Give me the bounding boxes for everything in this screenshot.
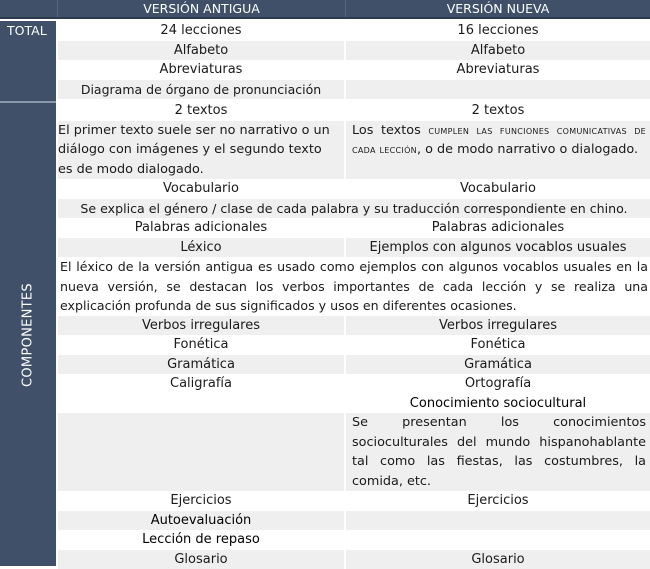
table-row <box>58 218 650 238</box>
cell-new <box>346 121 650 180</box>
table-row <box>58 199 650 219</box>
cell-merged: El léxico de la versión antigua es usado como ejemplos con algunos vocablos usuales en la nueva versión, se destacan los verbos importantes de cada lección y se realiza una explicación profunda de sus significados y usos en diferentes ocasiones. <box>58 257 650 316</box>
cell-old: Palabras adicionales <box>58 218 346 238</box>
table-row <box>58 121 650 180</box>
cell-old: Abreviaturas <box>58 60 346 80</box>
cell-new: Conocimiento sociocultural <box>346 394 650 414</box>
cell-new: Ejercicios <box>346 491 650 511</box>
cell-old: Fonética <box>58 335 346 355</box>
cell-old: 2 textos <box>58 101 346 121</box>
table-row <box>58 413 650 491</box>
table-row <box>58 550 650 569</box>
cell-new: Vocabulario <box>346 179 650 199</box>
cell-new: 16 lecciones <box>346 21 650 41</box>
text-fragment: , o de modo narrativo o dialogado. <box>417 142 638 157</box>
cell-new <box>346 530 650 550</box>
cell-new <box>346 80 650 100</box>
table-row <box>58 179 650 199</box>
table-row <box>58 238 650 258</box>
cell-new: Gramática <box>346 355 650 375</box>
table-row <box>58 257 650 316</box>
cell-new: Se presentan los conocimientos socioculturales del mundo hispanohablante tal como las fiestas, las costumbres, la comida, etc. <box>346 413 650 491</box>
cell-old: 24 lecciones <box>58 21 346 41</box>
cell-old: Vocabulario <box>58 179 346 199</box>
cell-old: Autoevaluación <box>58 511 346 531</box>
cell-new: Verbos irregulares <box>346 316 650 336</box>
cell-new: 2 textos <box>346 101 650 121</box>
cell-old: Verbos irregulares <box>58 316 346 336</box>
cell-old: Gramática <box>58 355 346 375</box>
cell-new: Glosario <box>346 550 650 569</box>
table-row <box>58 394 650 414</box>
table-row <box>58 101 650 121</box>
cell-new: Fonética <box>346 335 650 355</box>
section-componentes-label: COMPONENTES <box>21 283 36 387</box>
table-row <box>58 530 650 550</box>
table-row <box>58 21 650 41</box>
table-row <box>58 80 650 100</box>
cell-new: Ejemplos con algunos vocablos usuales <box>346 238 650 258</box>
table-row <box>58 335 650 355</box>
cell-new: Ortografía <box>346 374 650 394</box>
section-total-label: TOTAL <box>0 21 56 39</box>
text-fragment: Los textos <box>352 123 428 138</box>
header-corner <box>0 0 58 17</box>
cell-old: El primer texto suele ser no narrativo o un diálogo con imágenes y el segundo texto es de modo dialogado. <box>58 121 346 180</box>
cell-old <box>58 394 346 414</box>
cell-new: Alfabeto <box>346 41 650 61</box>
cell-new: Palabras adicionales <box>346 218 650 238</box>
cell-old: Ejercicios <box>58 491 346 511</box>
cell-old: Caligrafía <box>58 374 346 394</box>
text-small-caps: cumplen las funciones comunicativas de cada lección <box>352 124 646 157</box>
table-header <box>0 0 650 19</box>
section-total <box>0 21 56 101</box>
cell-merged: Se explica el género / clase de cada palabra y su traducción correspondiente en chino. <box>58 199 650 219</box>
cell-old: Alfabeto <box>58 41 346 61</box>
table-row <box>58 316 650 336</box>
cell-old: Glosario <box>58 550 346 569</box>
cell-old: Léxico <box>58 238 346 258</box>
table-row <box>58 355 650 375</box>
cell-old <box>58 413 346 491</box>
section-componentes <box>0 103 56 566</box>
table-body <box>58 21 650 569</box>
table-row <box>58 374 650 394</box>
cell-new: Abreviaturas <box>346 60 650 80</box>
cell-new <box>346 511 650 531</box>
header-old-version: VERSIÓN ANTIGUA <box>58 0 346 17</box>
table-row <box>58 491 650 511</box>
table-row <box>58 60 650 80</box>
cell-old: Lección de repaso <box>58 530 346 550</box>
cell-old: Diagrama de órgano de pronunciación <box>58 80 346 100</box>
table-row <box>58 511 650 531</box>
table-row <box>58 41 650 61</box>
header-new-version: VERSIÓN NUEVA <box>346 0 650 17</box>
